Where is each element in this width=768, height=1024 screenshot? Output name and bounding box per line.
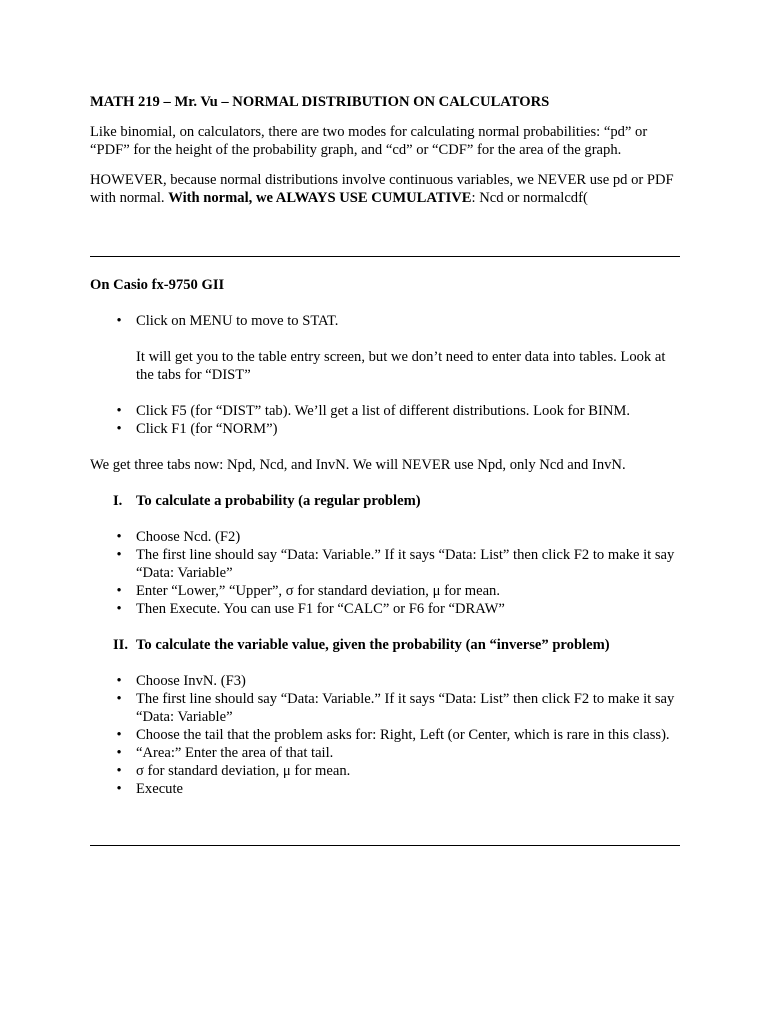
list-item xyxy=(90,690,680,726)
casio-section xyxy=(90,276,680,798)
intro-paragraph-2 xyxy=(90,171,680,207)
section-ii-list xyxy=(90,672,680,798)
section-i-list xyxy=(90,528,680,618)
casio-heading: On Casio fx-9750 GII xyxy=(90,277,225,293)
bullet-icon: • xyxy=(116,691,122,707)
step-1-text: Click on MENU to move to STAT. xyxy=(136,313,339,329)
bullet-icon: • xyxy=(116,583,122,599)
section-ii-item: Choose InvN. (F3) xyxy=(136,673,246,689)
bullet-icon: • xyxy=(116,781,122,797)
intro-2-text: HOWEVER, because normal distributions involve continuous variables, we NEVER use pd or PDF with normal. xyxy=(90,172,674,206)
bullet-icon: • xyxy=(116,673,122,689)
list-item xyxy=(90,420,680,438)
bullet-icon: • xyxy=(116,727,122,743)
steps-list-b xyxy=(90,402,680,438)
intro-2-tail: : Ncd or normalcdf( xyxy=(471,190,588,206)
intro-paragraph-1: Like binomial, on calculators, there are two modes for calculating normal probabilities: “pd” or “PDF” for the height of the probability graph, and “cd” or “CDF” for the area of the graph. xyxy=(90,124,648,158)
section-ii-item: “Area:” Enter the area of that tail. xyxy=(136,745,334,761)
bullet-icon: • xyxy=(116,403,122,419)
header-section xyxy=(90,93,680,219)
section-ii-item: Choose the tail that the problem asks for: Right, Left (or Center, which is rare in this class). xyxy=(136,727,670,743)
list-item xyxy=(90,762,680,780)
bullet-icon: • xyxy=(116,745,122,761)
bullet-icon: • xyxy=(116,547,122,563)
document-title: MATH 219 – Mr. Vu – NORMAL DISTRIBUTION ON CALCULATORS xyxy=(90,94,550,110)
steps-list-a xyxy=(90,312,680,330)
section-ii-item: σ for standard deviation, μ for mean. xyxy=(136,763,351,779)
tabs-note: We get three tabs now: Npd, Ncd, and InvN. We will NEVER use Npd, only Ncd and InvN. xyxy=(90,457,626,473)
section-i-heading xyxy=(90,492,680,510)
list-item xyxy=(90,582,680,600)
section-i-title: To calculate a probability (a regular problem) xyxy=(136,493,421,509)
section-i-number: I. xyxy=(113,493,123,509)
list-item xyxy=(90,528,680,546)
step-1-note: It will get you to the table entry screen, but we don’t need to enter data into tables. Look at the tabs for “DIST” xyxy=(136,349,666,383)
bullet-icon: • xyxy=(116,313,122,329)
bullet-icon: • xyxy=(116,421,122,437)
divider-top xyxy=(90,256,680,257)
step-2-text: Click F5 (for “DIST” tab). We’ll get a list of different distributions. Look for BINM. xyxy=(136,403,630,419)
section-ii-item: The first line should say “Data: Variable.” If it says “Data: List” then click F2 to make it say “Data: Variable” xyxy=(136,691,675,725)
bullet-icon: • xyxy=(116,763,122,779)
list-item xyxy=(90,402,680,420)
step-3-text: Click F1 (for “NORM”) xyxy=(136,421,278,437)
section-ii-number: II. xyxy=(113,637,129,653)
list-item xyxy=(90,726,680,744)
bullet-icon: • xyxy=(116,601,122,617)
section-ii-item: Execute xyxy=(136,781,183,797)
section-i-item: Enter “Lower,” “Upper”, σ for standard deviation, μ for mean. xyxy=(136,583,500,599)
intro-2-bold: With normal, we ALWAYS USE CUMULATIVE xyxy=(168,190,472,206)
list-item xyxy=(90,744,680,762)
list-item xyxy=(90,600,680,618)
section-ii-title: To calculate the variable value, given the probability (an “inverse” problem) xyxy=(136,637,610,653)
bullet-icon: • xyxy=(116,529,122,545)
list-item xyxy=(90,546,680,582)
section-i-item: Choose Ncd. (F2) xyxy=(136,529,241,545)
divider-bottom xyxy=(90,845,680,846)
list-item xyxy=(90,780,680,798)
section-i-item: The first line should say “Data: Variable.” If it says “Data: List” then click F2 to make it say “Data: Variable” xyxy=(136,547,675,581)
section-i-item: Then Execute. You can use F1 for “CALC” or F6 for “DRAW” xyxy=(136,601,505,617)
list-item xyxy=(90,672,680,690)
list-item xyxy=(90,312,680,330)
section-ii-heading xyxy=(90,636,680,654)
